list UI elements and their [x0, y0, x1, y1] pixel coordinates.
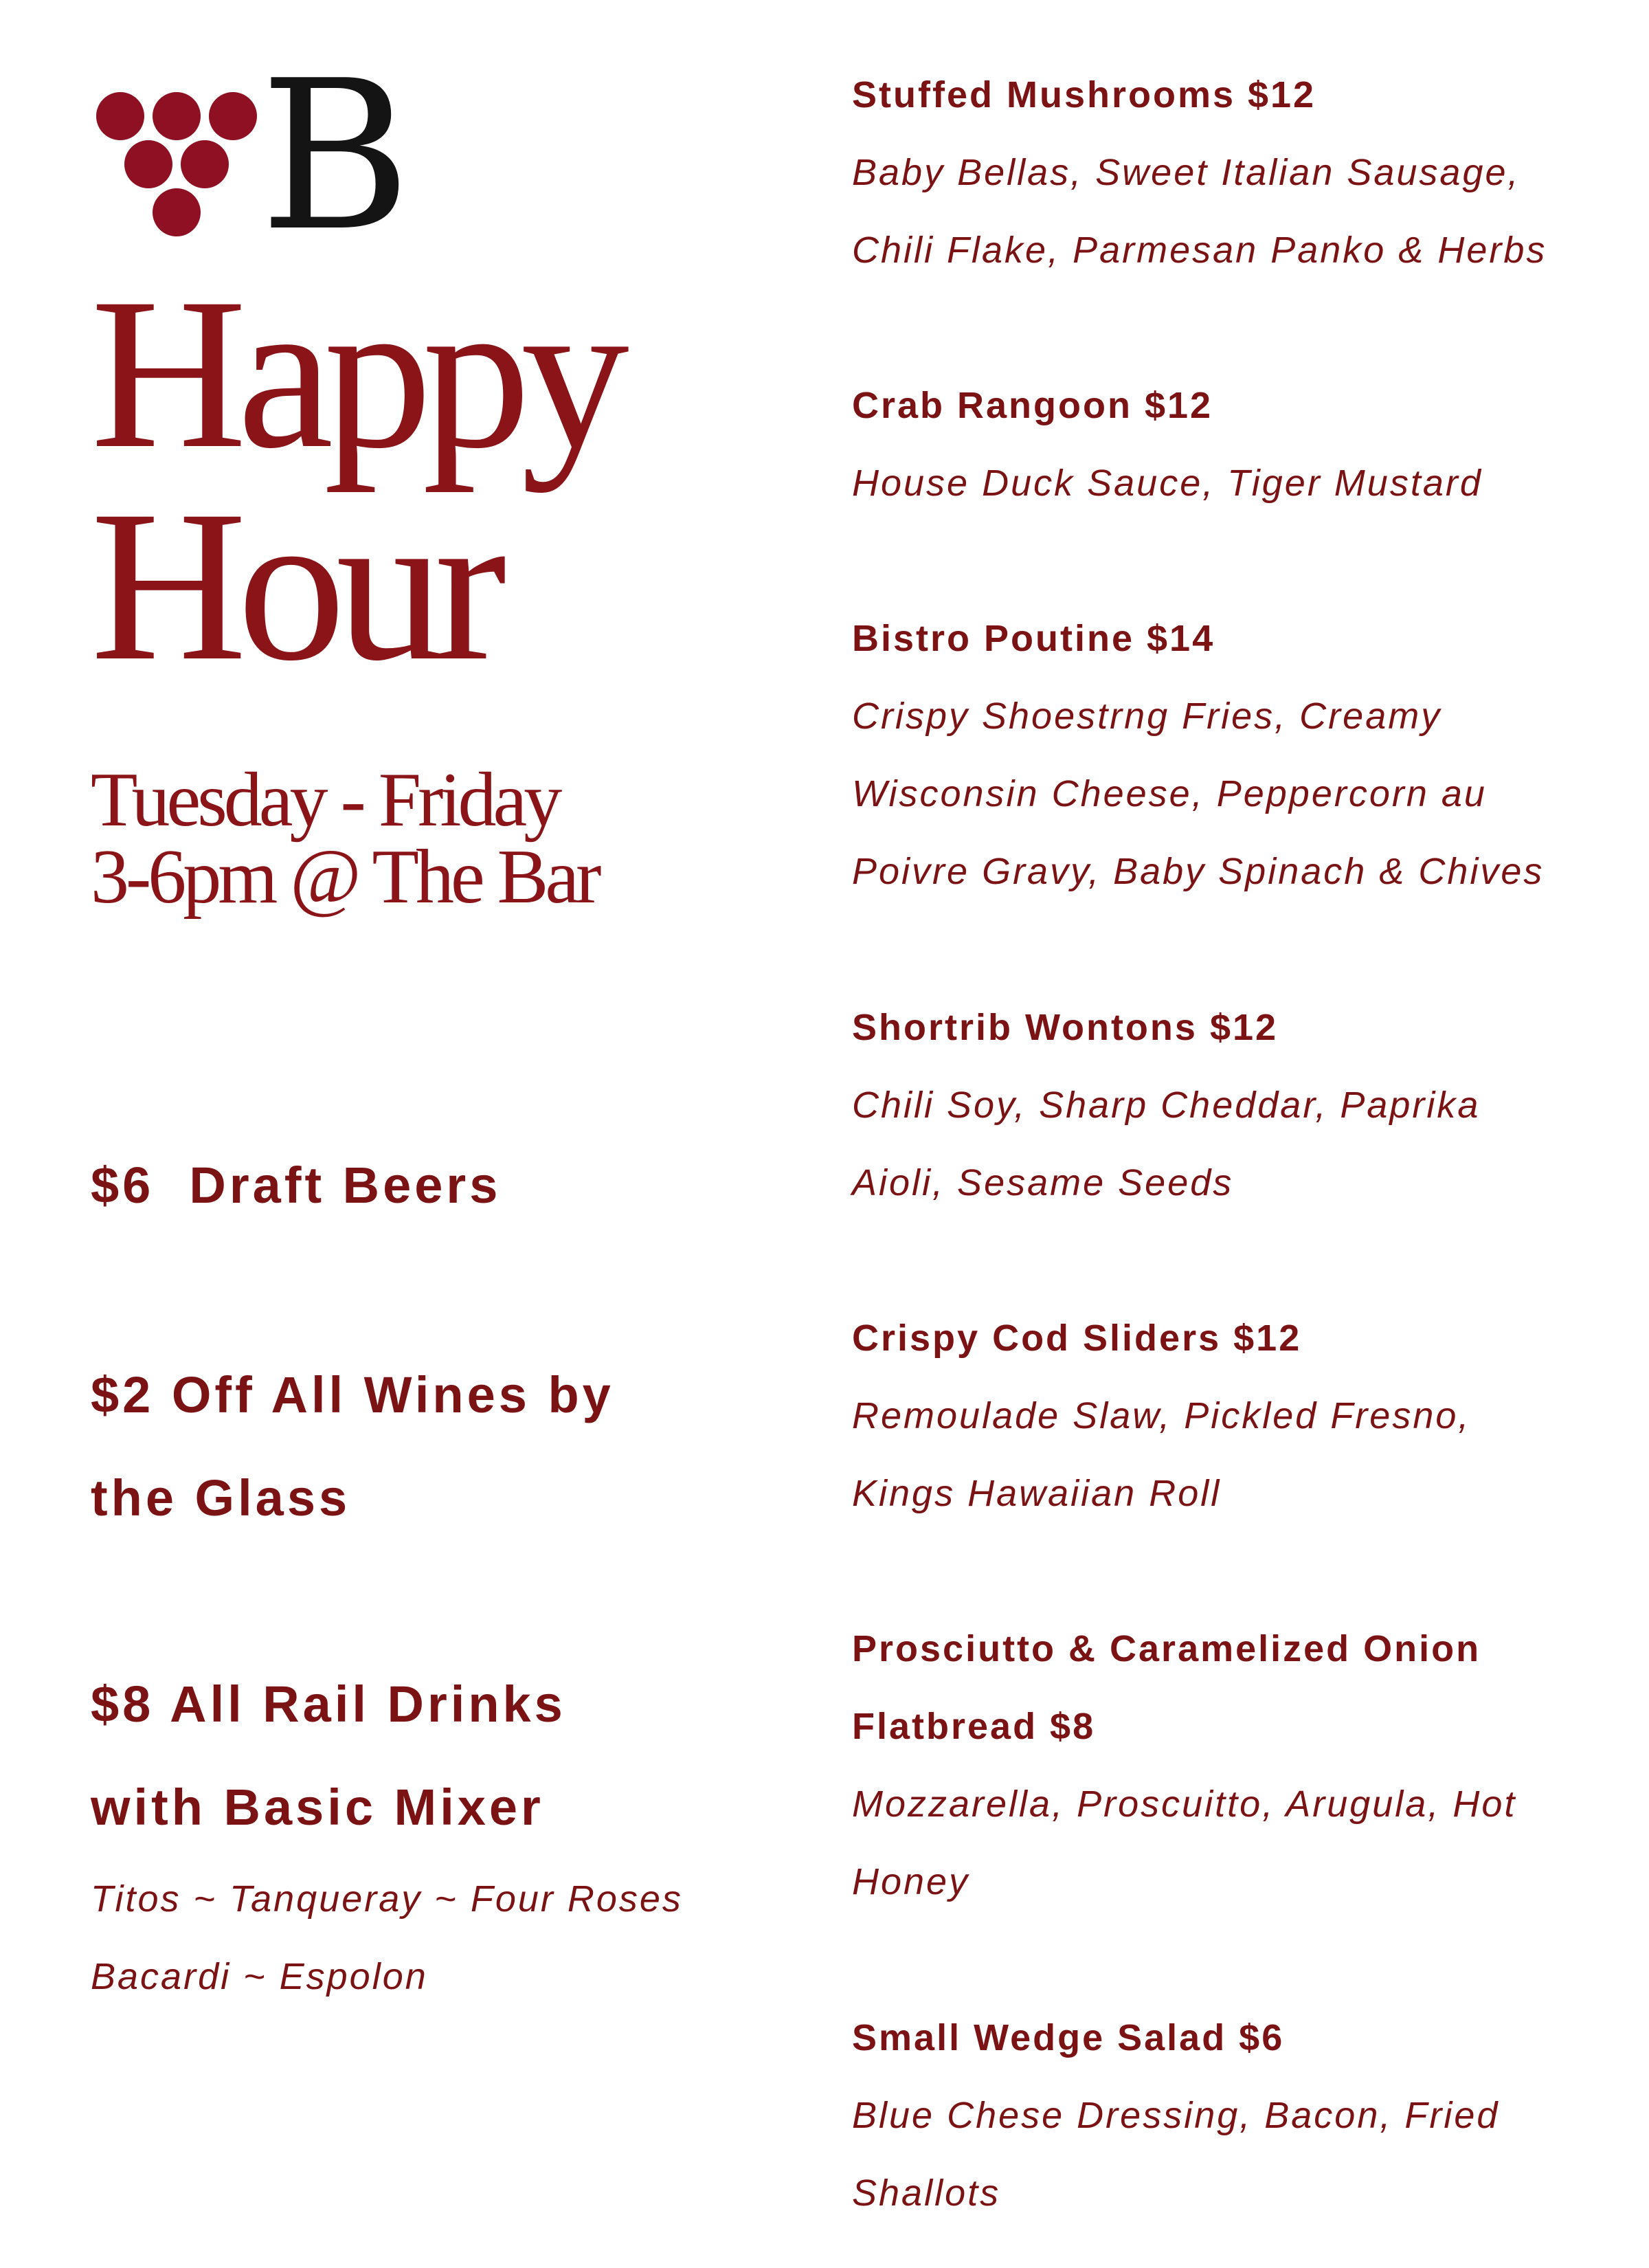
menu-item-desc: Chili Soy, Sharp Cheddar, Paprika — [852, 1085, 1481, 1126]
menu-item-crispy-cod-sliders — [852, 1300, 1628, 1533]
schedule-time-location: 3-6pm @ The Bar — [91, 834, 598, 920]
deal-rail-drinks — [91, 1653, 566, 1859]
deal-rail-line-1: $8 All Rail Drinks — [91, 1676, 566, 1733]
menu-item-desc: Baby Bellas, Sweet Italian Sausage, — [852, 152, 1521, 193]
schedule-days: Tuesday - Friday — [91, 757, 559, 843]
menu-item-name: Stuffed Mushrooms $12 — [852, 74, 1316, 115]
brand-logo — [96, 36, 412, 276]
menu-item-name: Small Wedge Salad $6 — [852, 2017, 1285, 2058]
menu-item-stuffed-mushrooms — [852, 56, 1628, 289]
title-line-2: Hour — [91, 465, 497, 706]
menu-item-desc: Aioli, Sesame Seeds — [852, 1162, 1234, 1203]
deal-rail-line-2: with Basic Mixer — [91, 1779, 544, 1836]
page-title — [91, 254, 620, 706]
menu-item-name: Crab Rangoon $12 — [852, 385, 1213, 426]
menu-item-name: Bistro Poutine $14 — [852, 618, 1215, 659]
schedule — [91, 757, 598, 920]
menu-item-wedge-salad — [852, 1999, 1628, 2232]
menu-item-crab-rangoon — [852, 367, 1628, 522]
deal-draft-beers — [91, 1134, 501, 1237]
deal-wines — [91, 1344, 614, 1550]
menu-item-desc: Honey — [852, 1861, 970, 1902]
deal-draft-beers-text: $6 Draft Beers — [91, 1157, 502, 1214]
menu-item-desc: House Duck Sauce, Tiger Mustard — [852, 463, 1483, 504]
menu-item-desc: Shallots — [852, 2172, 1001, 2214]
left-column — [91, 0, 778, 2268]
deal-wines-line-1: $2 Off All Wines by — [91, 1366, 614, 1423]
deal-wines-line-2: the Glass — [91, 1469, 351, 1526]
menu-item-desc: Poivre Gravy, Baby Spinach & Chives — [852, 851, 1545, 892]
menu-item-desc: Blue Chese Dressing, Bacon, Fried — [852, 2095, 1500, 2136]
menu-item-desc: Chili Flake, Parmesan Panko & Herbs — [852, 230, 1547, 271]
menu-item-name: Flatbread $8 — [852, 1706, 1096, 1747]
menu-item-bistro-poutine — [852, 600, 1628, 911]
rail-spirits-list — [91, 1860, 683, 2016]
spirits-line-2: Bacardi ~ Espolon — [91, 1956, 428, 1997]
menu-item-flatbread — [852, 1610, 1628, 1921]
menu-item-desc: Remoulade Slaw, Pickled Fresno, — [852, 1395, 1471, 1436]
logo-letter: B — [260, 36, 412, 276]
menu-item-name: Prosciutto & Caramelized Onion — [852, 1628, 1481, 1669]
menu-item-desc: Mozzarella, Proscuitto, Arugula, Hot — [852, 1783, 1517, 1825]
title-line-1: Happy — [91, 254, 620, 493]
menu-item-desc: Kings Hawaiian Roll — [852, 1473, 1222, 1514]
menu-item-desc: Wisconsin Cheese, Peppercorn au — [852, 773, 1487, 814]
menu-item-desc: Crispy Shoestrng Fries, Creamy — [852, 696, 1442, 737]
spirits-line-1: Titos ~ Tanqueray ~ Four Roses — [91, 1878, 683, 1920]
menu-item-name: Shortrib Wontons $12 — [852, 1007, 1279, 1048]
menu-item-shortrib-wontons — [852, 989, 1628, 1222]
menu-item-name: Crispy Cod Sliders $12 — [852, 1318, 1302, 1359]
